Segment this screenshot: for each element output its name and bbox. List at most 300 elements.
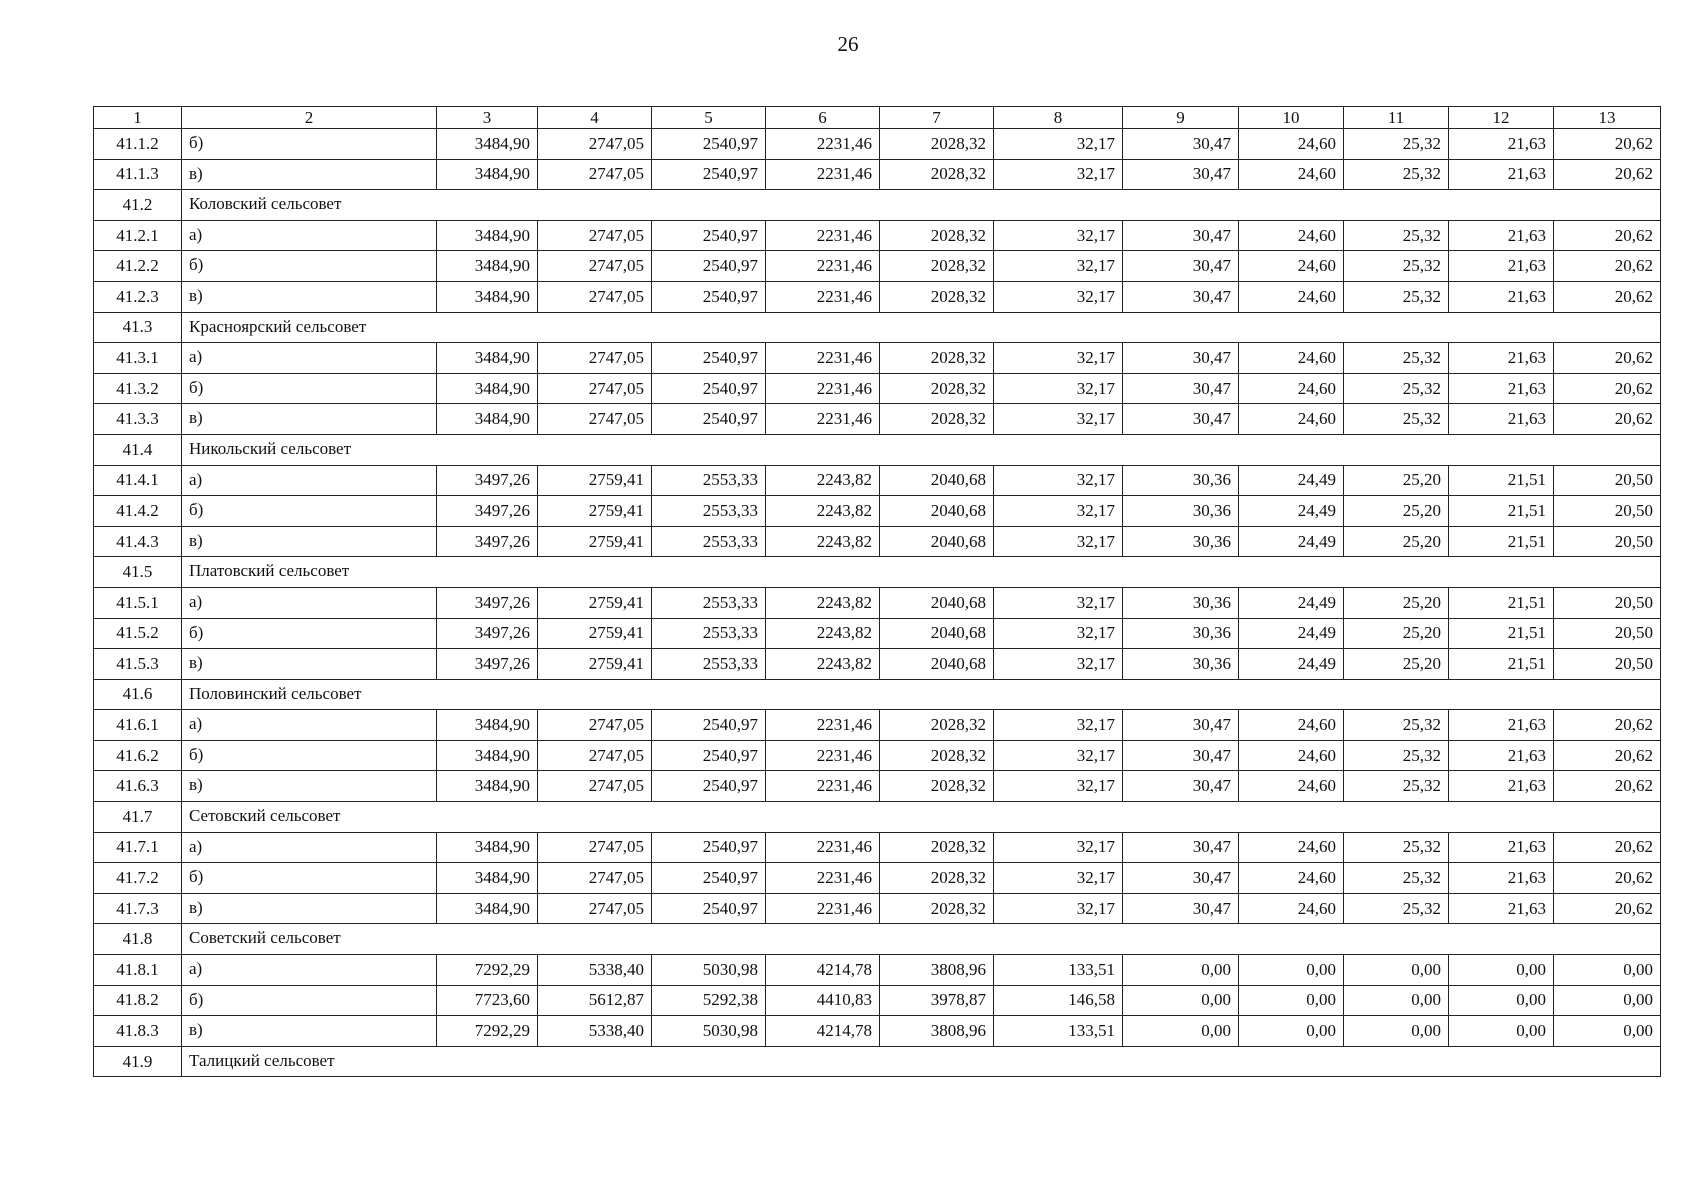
value-cell: 3484,90 (437, 404, 538, 435)
value-cell: 30,36 (1123, 587, 1239, 618)
value-cell: 2231,46 (766, 771, 880, 802)
value-cell: 2028,32 (880, 281, 994, 312)
row-variant: в) (182, 771, 437, 802)
value-cell: 133,51 (994, 1016, 1123, 1047)
value-cell: 25,32 (1344, 251, 1449, 282)
row-code: 41.5 (94, 557, 182, 588)
value-cell: 24,60 (1239, 343, 1344, 374)
value-cell: 2553,33 (652, 587, 766, 618)
section-row (94, 1046, 1661, 1077)
value-cell: 5030,98 (652, 1016, 766, 1047)
value-cell: 24,60 (1239, 281, 1344, 312)
column-number-cell: 10 (1239, 107, 1344, 129)
table-row (94, 893, 1661, 924)
value-cell: 25,20 (1344, 587, 1449, 618)
value-cell: 3484,90 (437, 220, 538, 251)
value-cell: 0,00 (1123, 1016, 1239, 1047)
row-variant: б) (182, 496, 437, 527)
value-cell: 2028,32 (880, 373, 994, 404)
value-cell: 30,47 (1123, 771, 1239, 802)
value-cell: 2759,41 (538, 526, 652, 557)
value-cell: 2747,05 (538, 220, 652, 251)
table-row (94, 740, 1661, 771)
value-cell: 30,36 (1123, 618, 1239, 649)
value-cell: 2040,68 (880, 526, 994, 557)
value-cell: 2540,97 (652, 893, 766, 924)
value-cell: 2040,68 (880, 618, 994, 649)
value-cell: 0,00 (1123, 955, 1239, 986)
value-cell: 24,60 (1239, 220, 1344, 251)
table-row (94, 985, 1661, 1016)
value-cell: 21,63 (1449, 343, 1554, 374)
value-cell: 30,47 (1123, 220, 1239, 251)
value-cell: 30,47 (1123, 129, 1239, 160)
value-cell: 2028,32 (880, 893, 994, 924)
value-cell: 3484,90 (437, 343, 538, 374)
value-cell: 3497,26 (437, 587, 538, 618)
row-variant: б) (182, 985, 437, 1016)
value-cell: 2028,32 (880, 220, 994, 251)
table-row (94, 863, 1661, 894)
section-row (94, 802, 1661, 833)
value-cell: 2028,32 (880, 710, 994, 741)
row-variant: б) (182, 740, 437, 771)
column-number-cell: 1 (94, 107, 182, 129)
value-cell: 20,50 (1554, 496, 1661, 527)
value-cell: 20,50 (1554, 649, 1661, 680)
table-row (94, 404, 1661, 435)
page-number: 26 (837, 32, 859, 56)
row-code: 41.6.2 (94, 740, 182, 771)
value-cell: 21,63 (1449, 832, 1554, 863)
value-cell: 0,00 (1239, 1016, 1344, 1047)
value-cell: 0,00 (1123, 985, 1239, 1016)
value-cell: 2028,32 (880, 832, 994, 863)
row-code: 41.6.3 (94, 771, 182, 802)
value-cell: 0,00 (1344, 955, 1449, 986)
value-cell: 25,32 (1344, 404, 1449, 435)
value-cell: 2028,32 (880, 771, 994, 802)
value-cell: 2231,46 (766, 832, 880, 863)
value-cell: 24,60 (1239, 251, 1344, 282)
value-cell: 2231,46 (766, 129, 880, 160)
value-cell: 20,62 (1554, 251, 1661, 282)
value-cell: 30,36 (1123, 496, 1239, 527)
table-row (94, 587, 1661, 618)
value-cell: 7723,60 (437, 985, 538, 1016)
value-cell: 2747,05 (538, 373, 652, 404)
value-cell: 25,20 (1344, 618, 1449, 649)
value-cell: 2553,33 (652, 496, 766, 527)
value-cell: 32,17 (994, 159, 1123, 190)
row-code: 41.8.1 (94, 955, 182, 986)
value-cell: 2747,05 (538, 710, 652, 741)
value-cell: 32,17 (994, 587, 1123, 618)
value-cell: 2040,68 (880, 587, 994, 618)
row-variant: б) (182, 251, 437, 282)
value-cell: 24,49 (1239, 587, 1344, 618)
table-row (94, 1016, 1661, 1047)
value-cell: 2540,97 (652, 404, 766, 435)
table-row (94, 649, 1661, 680)
row-variant: в) (182, 649, 437, 680)
value-cell: 2747,05 (538, 129, 652, 160)
value-cell: 2759,41 (538, 587, 652, 618)
value-cell: 30,47 (1123, 863, 1239, 894)
table-row (94, 955, 1661, 986)
value-cell: 5612,87 (538, 985, 652, 1016)
row-variant: в) (182, 1016, 437, 1047)
value-cell: 25,20 (1344, 649, 1449, 680)
value-cell: 24,49 (1239, 465, 1344, 496)
value-cell: 30,47 (1123, 832, 1239, 863)
value-cell: 2759,41 (538, 649, 652, 680)
table-row (94, 281, 1661, 312)
value-cell: 2231,46 (766, 893, 880, 924)
value-cell: 3484,90 (437, 281, 538, 312)
value-cell: 20,62 (1554, 740, 1661, 771)
value-cell: 3978,87 (880, 985, 994, 1016)
value-cell: 2040,68 (880, 496, 994, 527)
value-cell: 2540,97 (652, 220, 766, 251)
section-name: Сетовский сельсовет (182, 802, 1661, 833)
column-number-cell: 2 (182, 107, 437, 129)
section-row (94, 190, 1661, 221)
value-cell: 2540,97 (652, 771, 766, 802)
value-cell: 2231,46 (766, 159, 880, 190)
value-cell: 3497,26 (437, 526, 538, 557)
value-cell: 2028,32 (880, 129, 994, 160)
row-code: 41.2.3 (94, 281, 182, 312)
value-cell: 21,63 (1449, 159, 1554, 190)
value-cell: 30,36 (1123, 465, 1239, 496)
value-cell: 2231,46 (766, 343, 880, 374)
value-cell: 24,60 (1239, 404, 1344, 435)
value-cell: 21,63 (1449, 373, 1554, 404)
value-cell: 24,49 (1239, 496, 1344, 527)
value-cell: 2540,97 (652, 129, 766, 160)
value-cell: 0,00 (1554, 985, 1661, 1016)
row-code: 41.7 (94, 802, 182, 833)
row-code: 41.6 (94, 679, 182, 710)
value-cell: 2231,46 (766, 740, 880, 771)
table-row (94, 496, 1661, 527)
row-code: 41.3.1 (94, 343, 182, 374)
value-cell: 21,51 (1449, 526, 1554, 557)
row-code: 41.2.1 (94, 220, 182, 251)
value-cell: 2028,32 (880, 159, 994, 190)
value-cell: 24,49 (1239, 649, 1344, 680)
value-cell: 21,51 (1449, 587, 1554, 618)
value-cell: 2231,46 (766, 863, 880, 894)
value-cell: 0,00 (1449, 955, 1554, 986)
value-cell: 24,60 (1239, 129, 1344, 160)
value-cell: 2243,82 (766, 526, 880, 557)
value-cell: 25,32 (1344, 740, 1449, 771)
value-cell: 2747,05 (538, 740, 652, 771)
value-cell: 7292,29 (437, 955, 538, 986)
value-cell: 0,00 (1344, 985, 1449, 1016)
column-number-cell: 6 (766, 107, 880, 129)
table-row (94, 618, 1661, 649)
column-number-cell: 4 (538, 107, 652, 129)
value-cell: 20,50 (1554, 526, 1661, 557)
value-cell: 7292,29 (437, 1016, 538, 1047)
value-cell: 20,50 (1554, 465, 1661, 496)
value-cell: 0,00 (1554, 955, 1661, 986)
row-variant: а) (182, 955, 437, 986)
value-cell: 146,58 (994, 985, 1123, 1016)
value-cell: 3484,90 (437, 159, 538, 190)
section-row (94, 434, 1661, 465)
value-cell: 2540,97 (652, 159, 766, 190)
value-cell: 3808,96 (880, 1016, 994, 1047)
value-cell: 2028,32 (880, 740, 994, 771)
row-code: 41.3 (94, 312, 182, 343)
value-cell: 2540,97 (652, 863, 766, 894)
value-cell: 2040,68 (880, 649, 994, 680)
row-variant: а) (182, 710, 437, 741)
row-code: 41.1.2 (94, 129, 182, 160)
value-cell: 32,17 (994, 771, 1123, 802)
value-cell: 20,62 (1554, 220, 1661, 251)
value-cell: 24,60 (1239, 863, 1344, 894)
value-cell: 24,60 (1239, 771, 1344, 802)
value-cell: 24,60 (1239, 710, 1344, 741)
column-number-cell: 8 (994, 107, 1123, 129)
section-name: Талицкий сельсовет (182, 1046, 1661, 1077)
value-cell: 32,17 (994, 496, 1123, 527)
row-code: 41.8.3 (94, 1016, 182, 1047)
value-cell: 20,62 (1554, 159, 1661, 190)
value-cell: 2243,82 (766, 496, 880, 527)
value-cell: 21,63 (1449, 740, 1554, 771)
section-name: Красноярский сельсовет (182, 312, 1661, 343)
row-variant: а) (182, 343, 437, 374)
value-cell: 30,47 (1123, 710, 1239, 741)
value-cell: 25,32 (1344, 710, 1449, 741)
value-cell: 20,62 (1554, 404, 1661, 435)
value-cell: 3484,90 (437, 771, 538, 802)
value-cell: 21,51 (1449, 618, 1554, 649)
value-cell: 21,63 (1449, 771, 1554, 802)
section-name: Никольский сельсовет (182, 434, 1661, 465)
value-cell: 3484,90 (437, 251, 538, 282)
value-cell: 32,17 (994, 343, 1123, 374)
row-code: 41.4 (94, 434, 182, 465)
value-cell: 2028,32 (880, 343, 994, 374)
value-cell: 25,32 (1344, 863, 1449, 894)
section-row (94, 557, 1661, 588)
value-cell: 2540,97 (652, 373, 766, 404)
row-variant: в) (182, 404, 437, 435)
value-cell: 2243,82 (766, 618, 880, 649)
value-cell: 2040,68 (880, 465, 994, 496)
value-cell: 2759,41 (538, 465, 652, 496)
table-row (94, 832, 1661, 863)
row-code: 41.1.3 (94, 159, 182, 190)
value-cell: 2540,97 (652, 251, 766, 282)
value-cell: 32,17 (994, 618, 1123, 649)
value-cell: 32,17 (994, 129, 1123, 160)
column-number-cell: 5 (652, 107, 766, 129)
value-cell: 32,17 (994, 863, 1123, 894)
value-cell: 20,62 (1554, 771, 1661, 802)
section-row (94, 312, 1661, 343)
value-cell: 2553,33 (652, 618, 766, 649)
value-cell: 2747,05 (538, 343, 652, 374)
value-cell: 2747,05 (538, 832, 652, 863)
row-code: 41.5.3 (94, 649, 182, 680)
row-code: 41.4.1 (94, 465, 182, 496)
value-cell: 3484,90 (437, 373, 538, 404)
tariff-table (93, 106, 1661, 1077)
value-cell: 21,63 (1449, 251, 1554, 282)
section-name: Половинский сельсовет (182, 679, 1661, 710)
value-cell: 20,62 (1554, 863, 1661, 894)
value-cell: 20,62 (1554, 710, 1661, 741)
value-cell: 21,51 (1449, 496, 1554, 527)
row-variant: а) (182, 220, 437, 251)
value-cell: 2759,41 (538, 496, 652, 527)
value-cell: 2747,05 (538, 771, 652, 802)
table-row (94, 220, 1661, 251)
table-row (94, 710, 1661, 741)
row-variant: б) (182, 863, 437, 894)
value-cell: 25,20 (1344, 526, 1449, 557)
table-row (94, 343, 1661, 374)
value-cell: 2243,82 (766, 649, 880, 680)
value-cell: 30,47 (1123, 281, 1239, 312)
value-cell: 2747,05 (538, 404, 652, 435)
value-cell: 30,47 (1123, 343, 1239, 374)
value-cell: 25,32 (1344, 771, 1449, 802)
table-row (94, 251, 1661, 282)
row-code: 41.7.3 (94, 893, 182, 924)
value-cell: 4214,78 (766, 1016, 880, 1047)
value-cell: 3484,90 (437, 863, 538, 894)
value-cell: 2540,97 (652, 343, 766, 374)
value-cell: 24,60 (1239, 832, 1344, 863)
value-cell: 0,00 (1449, 985, 1554, 1016)
row-code: 41.9 (94, 1046, 182, 1077)
value-cell: 30,47 (1123, 373, 1239, 404)
value-cell: 25,32 (1344, 343, 1449, 374)
column-number-row (94, 107, 1661, 129)
value-cell: 5338,40 (538, 955, 652, 986)
section-name: Платовский сельсовет (182, 557, 1661, 588)
value-cell: 2540,97 (652, 710, 766, 741)
value-cell: 2243,82 (766, 587, 880, 618)
row-code: 41.7.1 (94, 832, 182, 863)
value-cell: 2759,41 (538, 618, 652, 649)
value-cell: 21,63 (1449, 129, 1554, 160)
value-cell: 3808,96 (880, 955, 994, 986)
row-variant: в) (182, 159, 437, 190)
value-cell: 3497,26 (437, 618, 538, 649)
value-cell: 2540,97 (652, 740, 766, 771)
value-cell: 2540,97 (652, 281, 766, 312)
table-row (94, 159, 1661, 190)
row-code: 41.5.1 (94, 587, 182, 618)
value-cell: 2747,05 (538, 251, 652, 282)
value-cell: 2747,05 (538, 159, 652, 190)
section-name: Советский сельсовет (182, 924, 1661, 955)
table-row (94, 373, 1661, 404)
row-variant: в) (182, 526, 437, 557)
value-cell: 3484,90 (437, 832, 538, 863)
column-number-cell: 3 (437, 107, 538, 129)
row-variant: б) (182, 618, 437, 649)
row-code: 41.8 (94, 924, 182, 955)
value-cell: 30,47 (1123, 404, 1239, 435)
value-cell: 3484,90 (437, 129, 538, 160)
value-cell: 2540,97 (652, 832, 766, 863)
value-cell: 21,63 (1449, 281, 1554, 312)
value-cell: 20,50 (1554, 618, 1661, 649)
row-code: 41.2.2 (94, 251, 182, 282)
value-cell: 25,32 (1344, 129, 1449, 160)
value-cell: 2028,32 (880, 404, 994, 435)
table-row (94, 129, 1661, 160)
value-cell: 24,60 (1239, 159, 1344, 190)
value-cell: 25,32 (1344, 220, 1449, 251)
section-row (94, 924, 1661, 955)
value-cell: 2553,33 (652, 465, 766, 496)
value-cell: 2231,46 (766, 251, 880, 282)
table-row (94, 526, 1661, 557)
value-cell: 20,62 (1554, 343, 1661, 374)
value-cell: 3497,26 (437, 496, 538, 527)
row-variant: в) (182, 281, 437, 312)
value-cell: 2231,46 (766, 220, 880, 251)
value-cell: 24,60 (1239, 373, 1344, 404)
value-cell: 2553,33 (652, 526, 766, 557)
value-cell: 25,20 (1344, 496, 1449, 527)
value-cell: 25,32 (1344, 159, 1449, 190)
section-row (94, 679, 1661, 710)
row-variant: а) (182, 832, 437, 863)
value-cell: 32,17 (994, 832, 1123, 863)
value-cell: 32,17 (994, 649, 1123, 680)
value-cell: 32,17 (994, 404, 1123, 435)
value-cell: 30,47 (1123, 893, 1239, 924)
row-code: 41.3.3 (94, 404, 182, 435)
value-cell: 30,47 (1123, 740, 1239, 771)
value-cell: 2028,32 (880, 863, 994, 894)
row-variant: б) (182, 373, 437, 404)
row-code: 41.8.2 (94, 985, 182, 1016)
value-cell: 20,62 (1554, 129, 1661, 160)
value-cell: 2553,33 (652, 649, 766, 680)
value-cell: 32,17 (994, 526, 1123, 557)
value-cell: 0,00 (1449, 1016, 1554, 1047)
value-cell: 21,63 (1449, 404, 1554, 435)
value-cell: 24,49 (1239, 526, 1344, 557)
row-code: 41.4.3 (94, 526, 182, 557)
value-cell: 5030,98 (652, 955, 766, 986)
value-cell: 3484,90 (437, 893, 538, 924)
row-code: 41.7.2 (94, 863, 182, 894)
value-cell: 5338,40 (538, 1016, 652, 1047)
value-cell: 21,63 (1449, 220, 1554, 251)
value-cell: 24,60 (1239, 740, 1344, 771)
value-cell: 0,00 (1554, 1016, 1661, 1047)
value-cell: 32,17 (994, 373, 1123, 404)
row-variant: а) (182, 465, 437, 496)
value-cell: 24,60 (1239, 893, 1344, 924)
row-code: 41.5.2 (94, 618, 182, 649)
